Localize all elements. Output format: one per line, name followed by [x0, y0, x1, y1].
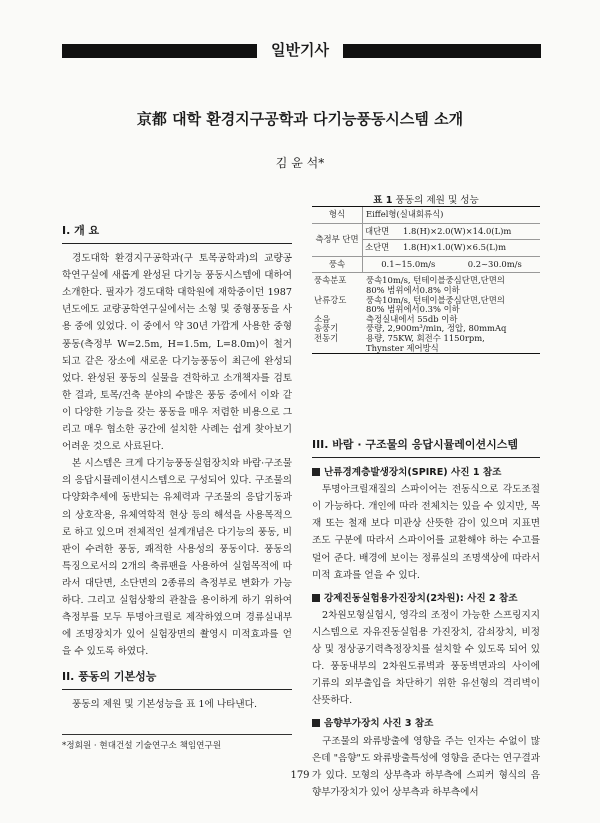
paragraph: 구조물의 와류방출에 영향을 주는 인자는 수없이 많은데 "음향"도 와류방출특성에 영향을 준다는 연구결과가 있다. 모형의 상부측과 하부측에 스피커 형식의 음향부가장치가 있어 상부측과 하부측에서: [312, 735, 540, 798]
left-column: [62, 222, 292, 714]
article-title: 京都 대학 환경지구공학과 다기능풍동시스템 소개: [136, 110, 464, 128]
section-heading-simulation: III. 바람 · 구조물의 응답시뮬레이션시스템: [312, 436, 540, 458]
table-cell-label: 풍속분포: [314, 275, 347, 286]
article-author: 김 윤 석*: [275, 156, 325, 170]
table-spec-block: [312, 273, 540, 353]
paragraph: 풍동의 제원 및 기본성능을 표 1에 나타낸다.: [72, 699, 257, 711]
paragraph: 2차원모형실험시, 영각의 조정이 가능한 스프링지지시스템으로 자유진동실험용 가진장치, 감쇠장치, 비정상 및 정상공기력측정장치를 설치할 수 있도록 되어 있다. 풍동내부의 2차원도류벽과 풍동벽면과의 사이에 기류의 외부출입을 차단하기 위한 유선형의 격리벽이 산뜻하다.: [312, 609, 540, 707]
table-cell-value: 풍량, 2,900m³/min, 정압, 80mmAq: [366, 323, 507, 334]
section-heading-overview: I. 개 요: [62, 222, 292, 244]
table-cell-value: 풍속10m/s, 턴테이블중심단면,단면의: [366, 275, 505, 286]
wind-tunnel-spec-table: [312, 206, 540, 354]
table-cell-value: 용량, 75KW, 회전수 1150rpm,: [366, 332, 485, 343]
section-heading-performance: II. 풍동의 기본성능: [62, 668, 292, 690]
table-cell-value: Eiffel형(실내회류식): [362, 207, 540, 223]
subsection-heading: 난류경계층발생장치(SPIRE) 사진 1 참조: [312, 464, 540, 481]
table-caption-text: 풍동의 제원 및 성능: [395, 195, 479, 206]
square-bullet-icon: [312, 468, 320, 476]
table-row: [363, 240, 540, 256]
table-cell-value: 측정실내에서 55db 이하: [366, 313, 458, 324]
table-cell-label: 전동기: [314, 332, 339, 343]
right-column: [312, 436, 540, 801]
table-cell-label: 난류강도: [314, 294, 347, 305]
page-number: 179: [290, 770, 310, 781]
table-caption-label: 표 1: [373, 195, 393, 206]
square-bullet-icon: [312, 594, 320, 602]
table-row: [312, 257, 540, 274]
square-bullet-icon: [312, 719, 320, 727]
header-bar-left: [62, 44, 257, 58]
header-bar-right: [343, 44, 541, 58]
table-cell-label: 소단면: [365, 242, 390, 253]
footnote: *정회원 · 현대건설 기술연구소 책임연구원: [62, 734, 292, 751]
table-caption: [312, 192, 540, 206]
table-cell-value: 0.2~30.0m/s: [467, 258, 522, 269]
header-category: 일반기사: [271, 41, 329, 59]
paragraph: 본 시스템은 크게 다기능풍동실험장치와 바람·구조물의 응답시뮬레이션시스템으로 구성되어 있다. 구조물의 다양화추세에 동반되는 유체력과 구조물의 응답기동과의 상호작용, 유체역학적 현상 등의 해석을 사용목적으로 하고 있으며 전체적인 설계개념은 다기능의 풍동, 비판이 수려한 풍동, 쾌적한 사용성의 풍동이다. 풍동의 특징으로서의 2개의 축류팬을 사용하여 실험목적에 따라서 대단면, 소단면의 2종류의 측정부로 변화가 가능하다. 그리고 실험상황의 관찰을 용이하게 하기 위하여 측정부를 모두 투명아크릴로 제작하였으며 경류실내부에 조명장치가 있어 실험장면의 촬영시 미적효과를 얻을 수 있도록 하였다.: [62, 458, 292, 658]
subsection-heading: 강제진동실험용가진장치(2차원): 사진 2 참조: [312, 590, 540, 607]
table-cell-label: 대단면: [365, 225, 390, 236]
table-cell-label: 송풍기: [314, 323, 339, 334]
table-cell-value: Thynster 제어방식: [366, 342, 439, 353]
table-row: [363, 224, 540, 241]
table-cell-value: 0.1~15.0m/s: [381, 258, 436, 269]
table-cell-value: 1.8(H)×1.0(W)×6.5(L)m: [403, 242, 507, 253]
paragraph: 경도대학 환경지구공학과(구 토목공학과)의 교량공학연구실에 새롭게 완성된 다기능 풍동시스템에 대하여 소개한다. 필자가 경도대학 대학원에 재학중이던 1987년도에도 교량공학연구실에서는 소형 및 중형풍동을 사용 중에 있었다. 이 중에서 약 30년 가깝게 사용한 중형풍동(측정부 W=2.5m, H=1.5m, L=8.0m)이 철거되고 같은 장소에 새로운 다기능풍동이 최근에 완성되었다. 완성된 풍동의 실물을 견학하고 소개책자를 검토한 결과, 토목/건축 분야의 수많은 풍동 중에서 이와 같이 다양한 기능을 갖는 풍동을 매우 저렴한 비용으로 그리고 매우 협소한 공간에 설치한 사례는 쉽게 찾아보기 어려운 것으로 사료된다.: [62, 253, 292, 453]
table-cell-value: 80% 범위에서0.3% 이하: [366, 304, 460, 315]
table-row: [312, 207, 540, 224]
table-cell-label: 형식: [328, 209, 346, 219]
paragraph: 투명아크릴재질의 스파이어는 전동식으로 각도조절이 가능하다. 개인에 따라 전체치는 있을 수 있지만, 목재 또는 철재 보다 미관상 산뜻한 감이 있으며 지표면조도 구분에 따라서 스파이어를 교환해야 하는 수고를 덜어 준다. 배경에 보이는 정류실의 조명색상에 따라서 미적 효과를 얻을 수 있다.: [312, 484, 540, 581]
table-row-group: [312, 224, 540, 257]
table-cell-value: 1.8(H)×2.0(W)×14.0(L)m: [403, 225, 512, 236]
table-cell-label: 측정부 단면: [315, 233, 359, 244]
table-cell-value: 80% 범위에서0.8% 이하: [366, 284, 460, 295]
table-cell-value: 풍속10m/s, 턴테이블중심단면,단면의: [366, 294, 505, 305]
table-cell-label: 소음: [314, 313, 331, 324]
table-cell-label: 풍속: [328, 258, 346, 269]
subsection-heading: 음향부가장치 사진 3 참조: [312, 715, 540, 732]
